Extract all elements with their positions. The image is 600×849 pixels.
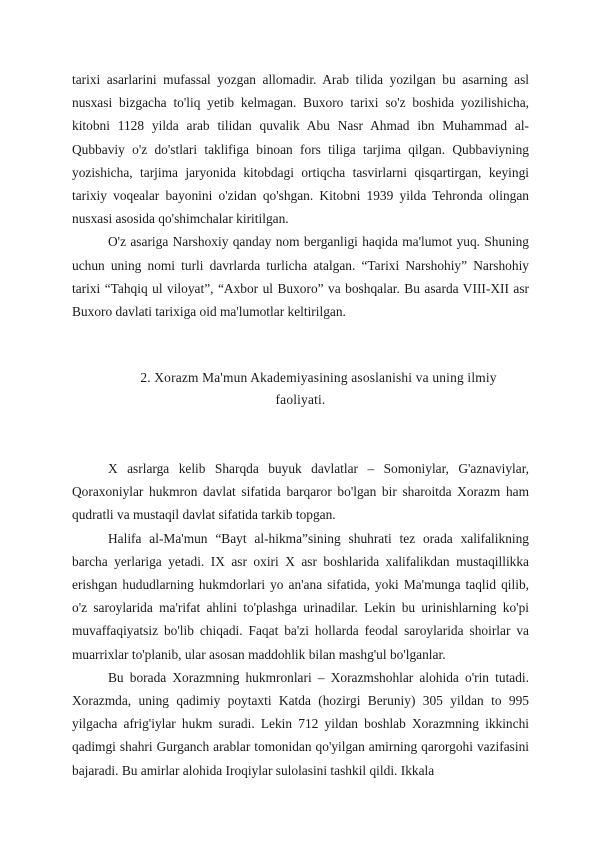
section-heading [72, 367, 529, 411]
paragraph-narshakhi-title: O'z asariga Narshoxiy qanday nom berganligi haqida ma'lumot yuq. Shuning uchun uning nomi turli davrlarda turlicha atalgan. “Tarixi Narshohiy” Narshohiy tarixi “Tahqiq ul viloyat”, “Axbor ul Buxoro” va boshqalar. Bu asarda VIII-XII asr Buxoro davlati tarixiga oid ma'lumotlar keltirilgan. [72, 234, 529, 320]
section-heading-line-2: faoliyati. [275, 392, 326, 407]
paragraph-khorezmshahs: Bu borada Xorazmning hukmronlari – Xorazmshohlar alohida o'rin tutadi. Xorazmda, uning qadimiy poytaxti Katda (hozirgi Beruniy) 305 yildan to 995 yilgacha afrig'iylar hukm suradi. Lekin 712 yildan boshlab Xorazmning ikkinchi qadimgi shahri Gurganch arablar tomonidan qo'yilgan amirning qarorgohi vazifasini bajaradi. Bu amirlar alohida Iroqiylar sulolasini tashkil qildi. Ikkala [72, 669, 529, 778]
body-text-lower [72, 457, 529, 782]
paragraph-bayt-al-hikma: Halifa al-Ma'mun “Bayt al-hikma”sining shuhrati tez orada xalifalikning barcha yerlariga yetadi. IX asr oxiri X asr boshlarida xalifalikdan mustaqillikka erishgan hududlarning hukmdorlari yo an'ana sifatida, yoki Ma'munga taqlid qilib, o'z saroylarida ma'rifat ahlini to'plashga urinadilar. Lekin bu urinishlarning ko'pi muvaffaqiyatsiz bo'lib chiqadi. Faqat ba'zi hollarda feodal saroylarida shoirlar va muarrixlar to'planib, ular asosan maddohlik bilan mashg'ul bo'lganlar. [72, 530, 529, 662]
paragraph-x-century-states: X asrlarga kelib Sharqda buyuk davlatlar – Somoniylar, G'aznaviylar, Qoraxoniylar hukmron davlat sifatida barqaror bo'lgan bir sharoitda Xorazm ham qudratli va mustaqil davlat sifatida tarkib topgan. [72, 461, 529, 523]
section-heading-line-1: 2. Xorazm Ma'mun Akademiyasining asoslanishi va uning ilmiy [140, 370, 497, 385]
paragraph-narshakhi-translation: tarixi asarlarini mufassal yozgan allomadir. Arab tilida yozilgan bu asarning asl nusxasi bizgacha to'liq yetib kelmagan. Buxoro tarixi so'z boshida yozilishicha, kitobni 1128 yilda arab tilidan quvalik Abu Nasr Ahmad ibn Muhammad al-Qubbaviy o'z do'stlari taklifiga binoan fors tiliga tarjima qilgan. Qubbaviyning yozishicha, tarjima jaryonida kitobdagi ortiqcha tasvirlarni qisqartirgan, keyingi tarixiy voqealar bayonini o'zidan qo'shgan. Kitobni 1939 yilda Tehronda olingan nusxasi asosida qo'shimchalar kiritilgan. [72, 72, 529, 227]
body-text-upper [72, 68, 529, 323]
